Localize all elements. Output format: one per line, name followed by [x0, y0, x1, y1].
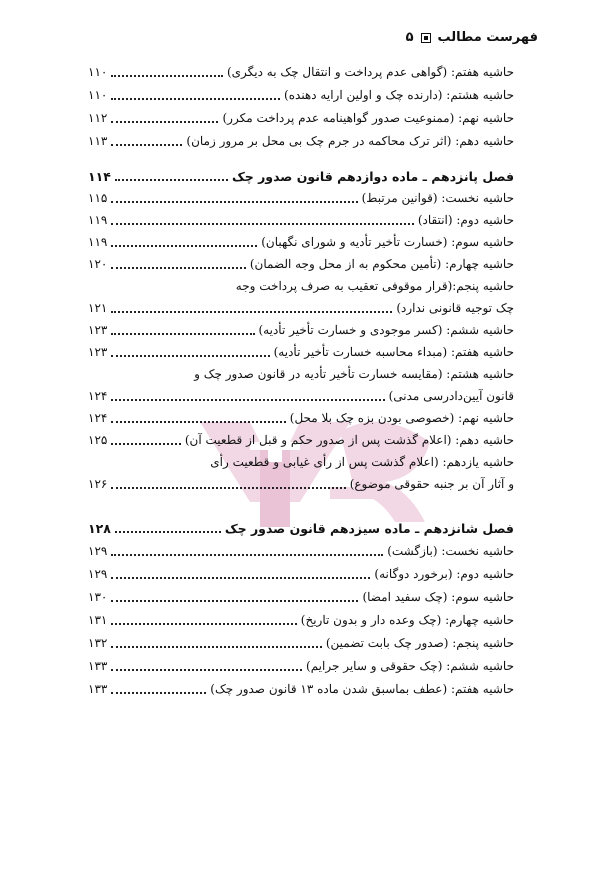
toc-entry[interactable]: [88, 404, 514, 426]
toc-entry-text: حاشیه نخست: (قوانین مرتبط): [361, 191, 514, 205]
toc-entry[interactable]: [88, 426, 514, 448]
toc-entry[interactable]: [88, 126, 514, 149]
dot-leader: [111, 600, 358, 602]
toc-entry-text: حاشیه پنجم: (صدور چک بابت تضمین): [325, 636, 514, 650]
dot-leader: [111, 443, 181, 445]
toc-entry-text: حاشیه هشتم: (مقایسه خسارت تأخیر تأدیه در قانون صدور چک و: [194, 367, 514, 381]
dot-leader: [111, 223, 414, 225]
dot-leader: [111, 399, 384, 401]
toc-entry-page: ۱۱۹: [88, 213, 108, 227]
dot-leader: [111, 554, 383, 556]
toc-entry-page: ۱۱۰: [88, 65, 108, 79]
toc-entry-page: ۱۲۱: [88, 301, 108, 315]
toc-entry-text: حاشیه سوم: (خسارت تأخیر تأدیه و شورای نگهبان): [261, 235, 514, 249]
dot-leader: [111, 577, 370, 579]
toc-entry-text: حاشیه هفتم: (مبداء محاسبه خسارت تأخیر تأدیه): [273, 345, 514, 359]
toc-entry-continuation[interactable]: [88, 470, 514, 492]
toc-entry-text-cont: و آثار آن بر جنبه حقوقی موضوع): [349, 477, 514, 491]
chapter-page: ۱۲۸: [88, 521, 111, 536]
toc-entry-text: حاشیه نهم: (خصوصی بودن بزه چک بلا محل): [289, 411, 514, 425]
toc-entry-page: ۱۲۳: [88, 345, 108, 359]
toc-entry-continuation[interactable]: [88, 382, 514, 404]
toc-section: [88, 513, 514, 697]
page-header: [406, 30, 538, 45]
toc-entry-page: ۱۳۳: [88, 659, 108, 673]
dot-leader: [111, 267, 245, 269]
dot-leader: [111, 121, 218, 123]
toc-entry-text: حاشیه ششم: (چک حقوقی و سایر جرایم): [306, 659, 514, 673]
dot-leader: [111, 623, 296, 625]
toc-entry-page: ۱۱۵: [88, 191, 108, 205]
toc-entry-text: حاشیه یازدهم: (اعلام گذشت پس از رأی غیابی و قطعیت رأی: [210, 455, 514, 469]
chapter-title: فصل پانزدهم ـ ماده دوازدهم قانون صدور چک: [231, 169, 514, 184]
toc-entry[interactable]: [88, 57, 514, 80]
toc-entry-page: ۱۱۳: [88, 134, 108, 148]
toc-entry-page: ۱۲۳: [88, 323, 108, 337]
toc-entry-text: حاشیه دوم: (انتقاد): [417, 213, 514, 227]
square-bullet-icon: [421, 33, 431, 43]
toc-entry-first-line[interactable]: [88, 272, 514, 294]
dot-leader: [111, 333, 254, 335]
dot-leader: [111, 646, 322, 648]
header-page-number: ۵: [405, 30, 414, 45]
toc-entry-page: ۱۱۰: [88, 88, 108, 102]
toc-entry[interactable]: [88, 559, 514, 582]
toc-entry[interactable]: [88, 605, 514, 628]
toc-entry-text: حاشیه هشتم: (دارنده چک و اولین ارایه دهنده): [284, 88, 514, 102]
toc-entry-page: ۱۳۱: [88, 613, 108, 627]
toc-entry-text: حاشیه پنجم:(قرار موقوفی تعقیب به صرف پرداخت وجه: [235, 279, 514, 293]
toc-entry-text: حاشیه هفتم: (عطف بماسبق شدن ماده ۱۳ قانون صدور چک): [210, 682, 514, 696]
dot-leader: [111, 201, 357, 203]
toc-entry-text: حاشیه چهارم: (چک وعده دار و بدون تاریخ): [300, 613, 514, 627]
toc-section: [88, 162, 514, 492]
toc-entry-page: ۱۲۶: [88, 477, 108, 491]
toc-entry-page: ۱۳۳: [88, 682, 108, 696]
toc-entry[interactable]: [88, 338, 514, 360]
dot-leader: [111, 144, 182, 146]
toc-entry-page: ۱۳۰: [88, 590, 108, 604]
toc-entry[interactable]: [88, 184, 514, 206]
toc-entry-first-line[interactable]: [88, 448, 514, 470]
toc-entry[interactable]: [88, 206, 514, 228]
toc-entry-page: ۱۱۲: [88, 111, 108, 125]
toc-entry-text: حاشیه سوم: (چک سفید امضا): [362, 590, 514, 604]
toc-entry-continuation[interactable]: [88, 294, 514, 316]
dot-leader: [111, 692, 206, 694]
toc-entry-text: حاشیه هفتم: (گواهی عدم پرداخت و انتقال چک به دیگری): [226, 65, 514, 79]
toc-entry-page: ۱۲۹: [88, 544, 108, 558]
toc-entry[interactable]: [88, 536, 514, 559]
toc-entry[interactable]: [88, 228, 514, 250]
toc-entry[interactable]: [88, 674, 514, 697]
toc-entry-text: حاشیه نهم: (ممنوعیت صدور گواهینامه عدم پرداخت مکرر): [222, 111, 514, 125]
toc-entry[interactable]: [88, 316, 514, 338]
dot-leader: [111, 421, 285, 423]
dot-leader: [111, 669, 302, 671]
toc-entry[interactable]: [88, 80, 514, 103]
toc-entry[interactable]: [88, 103, 514, 126]
dot-leader: [111, 355, 269, 357]
dot-leader: [115, 531, 221, 533]
toc-entry[interactable]: [88, 250, 514, 272]
dot-leader: [111, 245, 257, 247]
toc-entry[interactable]: [88, 651, 514, 674]
dot-leader: [115, 179, 228, 181]
toc-entry-text: حاشیه دوم: (برخورد دوگانه): [374, 567, 514, 581]
dot-leader: [111, 487, 345, 489]
toc-entry[interactable]: [88, 628, 514, 651]
toc-entry-text-cont: قانون آیین‌دادرسی مدنی): [388, 389, 514, 403]
toc-entry-page: ۱۲۰: [88, 257, 108, 271]
toc-entry-first-line[interactable]: [88, 360, 514, 382]
toc-entry-text: حاشیه نخست: (بازگشت): [387, 544, 514, 558]
chapter-page: ۱۱۴: [88, 169, 111, 184]
toc-entry-page: ۱۲۹: [88, 567, 108, 581]
chapter-title: فصل شانزدهم ـ ماده سیزدهم قانون صدور چک: [224, 521, 514, 536]
dot-leader: [111, 311, 392, 313]
toc-entry-page: ۱۱۹: [88, 235, 108, 249]
toc-entry-page: ۱۳۲: [88, 636, 108, 650]
toc-entry-text: حاشیه دهم: (اعلام گذشت پس از صدور حکم و قبل از قطعیت آن): [184, 433, 514, 447]
toc-entry-page: ۱۲۴: [88, 389, 108, 403]
toc-entry-text: حاشیه دهم: (اثر ترک محاکمه در جرم چک بی محل بر مرور زمان): [186, 134, 514, 148]
toc-entry-page: ۱۲۴: [88, 411, 108, 425]
chapter-heading[interactable]: [88, 513, 514, 536]
header-title: فهرست مطالب: [437, 30, 538, 45]
toc-entry-text: حاشیه ششم: (کسر موجودی و خسارت تأخیر تأدیه): [258, 323, 514, 337]
chapter-heading[interactable]: [88, 162, 514, 184]
dot-leader: [111, 98, 280, 100]
toc-entry-page: ۱۲۵: [88, 433, 108, 447]
toc-entry-text-cont: چک توجیه قانونی ندارد): [396, 301, 514, 315]
toc-entry-text: حاشیه چهارم: (تأمین محکوم به از محل وجه الضمان): [249, 257, 514, 271]
toc-entry[interactable]: [88, 582, 514, 605]
dot-leader: [111, 75, 223, 77]
toc-section: [88, 57, 514, 149]
